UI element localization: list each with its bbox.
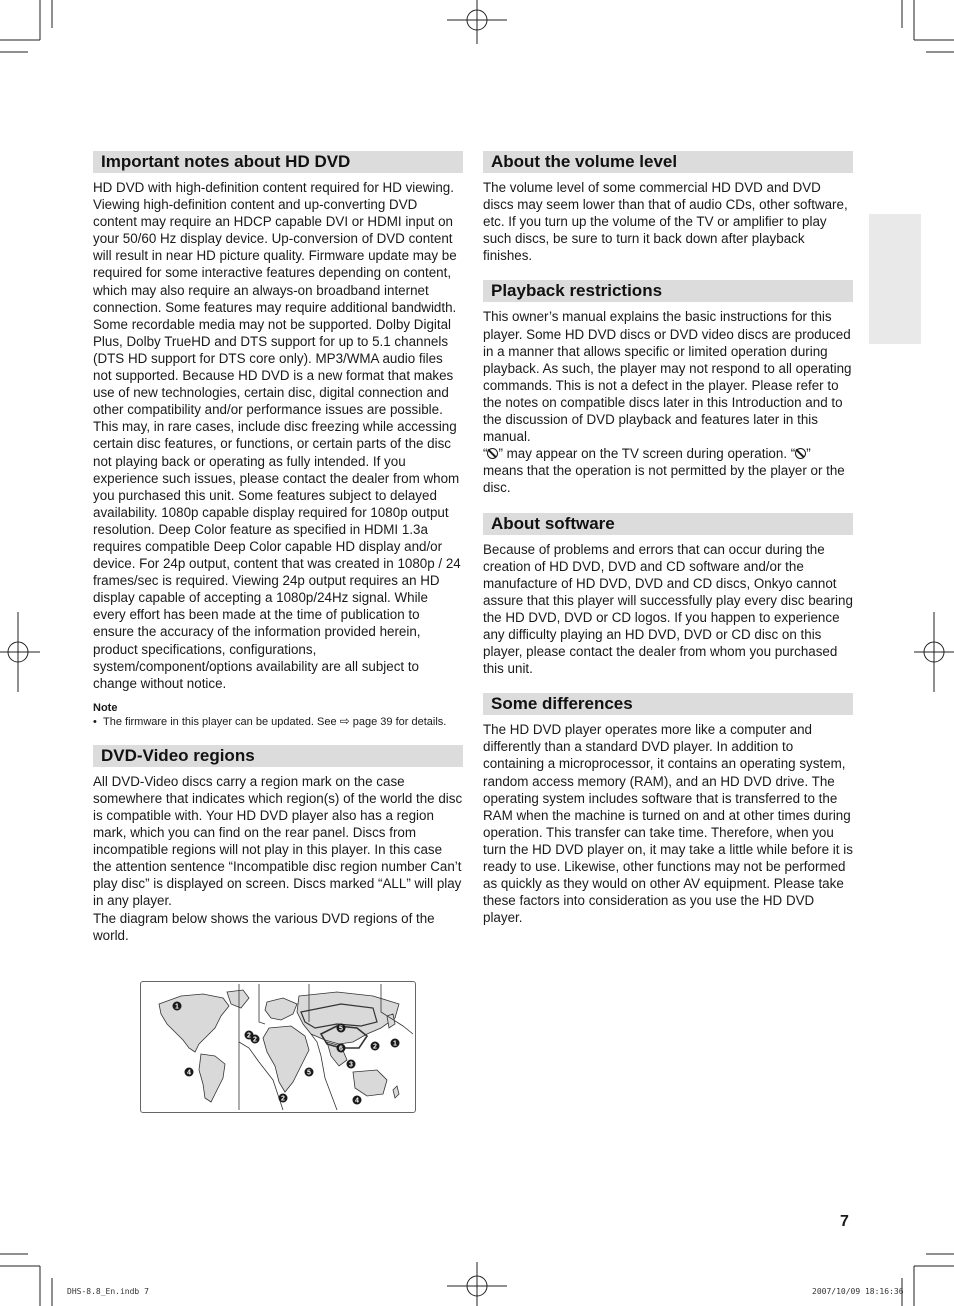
region-marker-label: 4 [355, 1097, 359, 1105]
important-notes-paragraph: HD DVD with high-definition content required for HD viewing. Viewing high-definition content and up-converting DVD content may require an HDCP capable DVI or HDMI input on your 50/60 Hz display device. Up-conversion of DVD content will result in near HD picture quality. Firmware update may be required for some interactive features depending on content, which may also require an always-on broadband internet connection. Some features may require additional bandwidth. Some recordable media may not be supported. Dolby Digital Plus, Dolby TrueHD and DTS support for up to 5.1 channels (DTS HD support for DTS core only). MP3/WMA audio files not supported. Because HD DVD is a new format that makes use of new technologies, certain disc, digital connection and other compatibility and/or performance issues are possible. This may, in rare cases, include disc freezing while accessing certain disc features, or functions, or certain parts of the disc not playing back or operating as fully intended. If you experience such issues, please contact the dealer from whom you purchased this unit. Some features subject to delayed availability. 1080p capable display required for 1080p output resolution. Deep Color feature as specified in HDMI 1.3a requires compatible Deep Color capable HD display and/or device. For 24p output, content that was created in 1080p / 24 frames/sec is required. Viewing 24p output requires an HD display capable of accepting a 1080p/24Hz signal. While every effort has been made at the time of publication to ensure the accuracy of the information provided herein, product specifications, configurations, system/component/options availability are all subject to change without notice. [93, 180, 461, 691]
footer-timestamp: 2007/10/09 18:16:36 [812, 1287, 904, 1296]
left-column [93, 151, 463, 944]
right-column [483, 151, 853, 926]
region-marker-label: 4 [187, 1069, 191, 1077]
symbol-mid-text: ” may appear on the TV screen during operation. “ [498, 446, 796, 462]
note-bullet: • [93, 715, 97, 728]
region-marker-label: 5 [307, 1069, 311, 1077]
region-marker-label: 3 [349, 1061, 353, 1069]
symbol-close-text: ” means that the operation is not permitted by the player or the disc. [483, 446, 845, 496]
region-marker-label: 1 [175, 1003, 179, 1011]
playback-paragraph: This owner’s manual explains the basic instructions for this player. Some HD DVD discs or DVD video discs are produced in a manner that allows specific or limited operation during playback. As such, the player may not respond to all operating commands. This is not a defect in the player. Please refer to the notes on compatible discs later in this Introduction and to the discussion of DVD playback and features later in this manual. [483, 309, 852, 445]
region-marker-label: 2 [373, 1043, 377, 1051]
region-marker-label: 2 [253, 1036, 257, 1044]
section-side-tab [869, 214, 921, 344]
differences-heading: Some differences [483, 693, 853, 715]
region-marker-label: 5 [339, 1025, 343, 1033]
region-marker-label: 2 [247, 1032, 251, 1040]
important-notes-heading: Important notes about HD DVD [93, 151, 463, 173]
software-paragraph: Because of problems and errors that can occur during the creation of HD DVD, DVD and CD software and/or the manufacture of HD DVD, DVD and CD discs, Onkyo cannot assure that this player will successfully play every disc bearing the HD DVD, DVD or CD logos. If you happen to experience any difficulty playing an HD DVD, DVD or CD disc on this player, please contact the dealer from whom you purchased this unit. [483, 541, 853, 677]
note-item [93, 715, 463, 729]
region-marker-label: 6 [339, 1045, 343, 1053]
volume-paragraph: The volume level of some commercial HD DVD and DVD discs may seem lower than that of audio CDs, other software, etc. If you turn up the volume of the TV or amplifier to play such discs, be sure to turn it back down after playback finishes. [483, 180, 848, 264]
page-reference-arrow-icon: ⇨ [339, 713, 350, 728]
note-label: Note [93, 701, 118, 714]
playback-heading: Playback restrictions [483, 280, 853, 302]
symbol-open-quote: “ [483, 446, 488, 462]
dvd-regions-paragraph-1: All DVD-Video discs carry a region mark on the case somewhere that indicates which region(s) of the world the disc is compatible with. Your HD DVD player also has a region mark, which you can find on the rear panel. Discs from incompatible regions will not play in this player. In this case the attention sentence “Incompatible disc region number Can’t play disc” is displayed on screen. Discs marked “ALL” will play in any player. [93, 773, 463, 909]
region-marker-label: 1 [393, 1040, 397, 1048]
prohibited-symbol-icon [795, 448, 806, 459]
world-map-svg [141, 982, 415, 1112]
note-text-after: page 39 for details. [349, 715, 447, 728]
region-marker-label: 2 [281, 1095, 285, 1103]
dvd-regions-heading: DVD-Video regions [93, 745, 463, 767]
footer-file: DHS-8.8_En.indb 7 [67, 1287, 149, 1296]
dvd-regions-paragraph-2: The diagram below shows the various DVD regions of the world. [93, 910, 435, 943]
software-heading: About software [483, 513, 853, 535]
prohibited-symbol-icon [487, 448, 498, 459]
dvd-region-map [140, 981, 416, 1113]
differences-paragraph: The HD DVD player operates more like a computer and differently than a standard DVD player. In addition to containing a microprocessor, it contains an operating system, random access memory (RAM), and an HD DVD drive. The operating system includes software that is transferred to the RAM when the machine is turned on and at other times during operation. This transfer can take time. Therefore, when you turn the HD DVD player on, it may take a little while before it is ready to use. Likewise, other functions may not be performed as quickly as they would on other AV equipment. Please take these factors into consideration as you use the HD DVD player. [483, 722, 853, 926]
volume-heading: About the volume level [483, 151, 853, 173]
playback-symbol-paragraph [483, 445, 853, 496]
note-text-before: The firmware in this player can be updated. See [103, 715, 340, 728]
page-number: 7 [840, 1213, 849, 1230]
